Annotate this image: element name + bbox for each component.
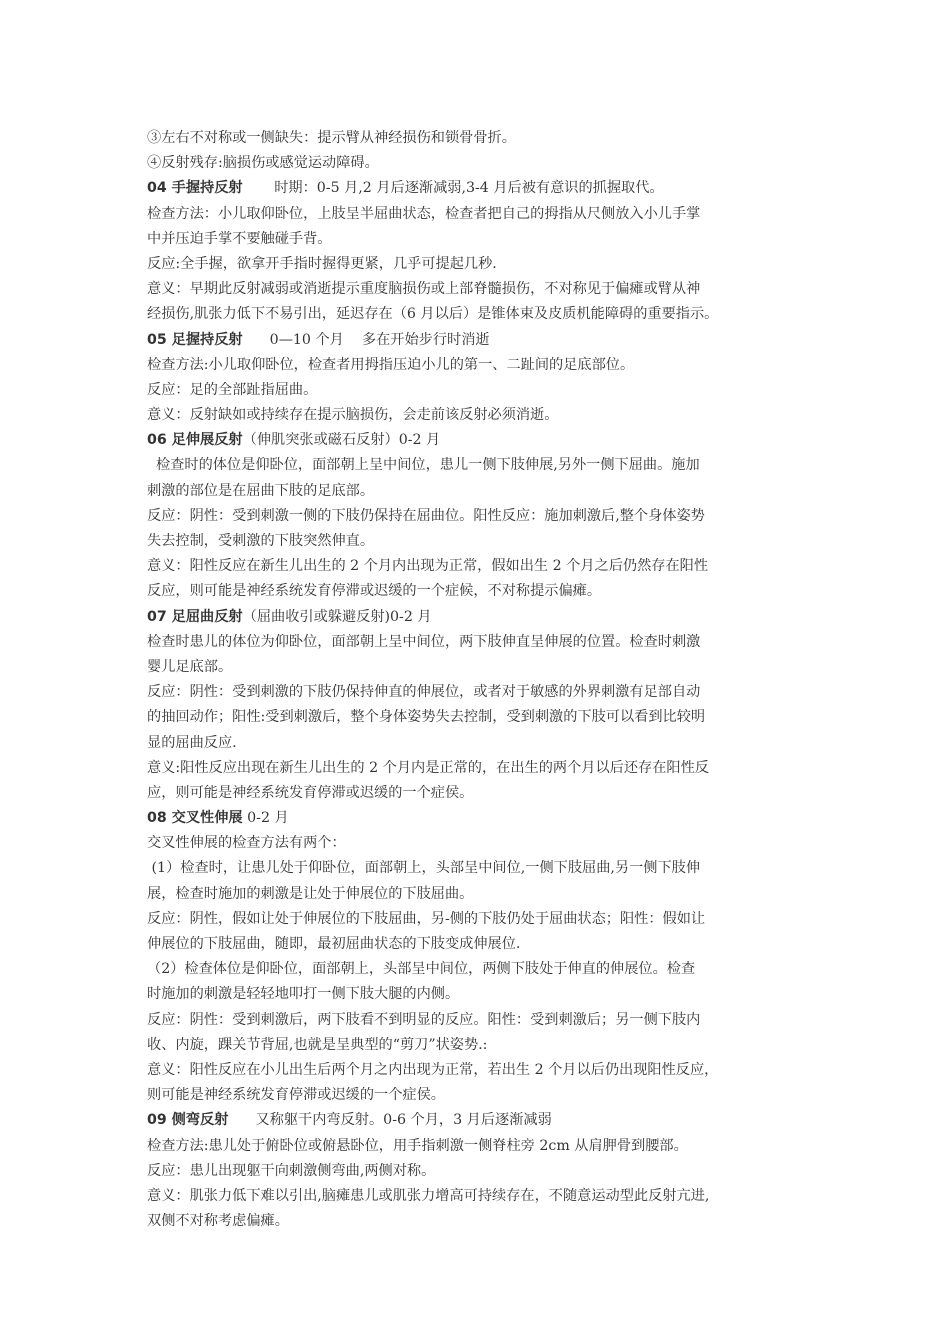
text-line: 刺激的部位是在屈曲下肢的足底部。 [147, 482, 375, 499]
text-line: 失去控制，受刺激的下肢突然伸直。 [147, 533, 375, 549]
text-line: （2）检查体位是仰卧位，面部朝上，头部呈中间位，两侧下肢处于伸直的伸展位。检查 [147, 961, 696, 978]
section-heading-line [147, 328, 819, 353]
text-line: 检查方法：小儿取仰卧位，上肢呈半屈曲状态，检查者把自己的拇指从尺侧放入小儿手掌 [147, 205, 701, 222]
text-line: 检查时的体位是仰卧位，面部朝上呈中间位，患儿一侧下肢伸展,另外一侧下屈曲。施加 [147, 457, 700, 474]
text-line: ④反射残存:脑损伤或感觉运动障碍。 [147, 155, 379, 172]
document-body [147, 126, 819, 1234]
text-line: 交叉性伸展的检查方法有两个： [147, 835, 346, 852]
text-line: 反应：足的全部趾指屈曲。 [147, 381, 318, 398]
section-heading-line [147, 806, 819, 831]
text-line: ③左右不对称或一侧缺失：提示臂从神经损伤和锁骨骨折。 [147, 130, 516, 146]
section-heading: 07 足屈曲反射 [147, 608, 243, 625]
text-line: (1）检查时，让患儿处于仰卧位，面部朝上，头部呈中间位,一侧下肢屈曲,另一侧下肢伸 [147, 860, 701, 877]
text-line: 应，则可能是神经系统发育停滞或迟缓的一个症侯。 [147, 784, 474, 801]
section-heading-line [147, 1108, 819, 1133]
text-line: 显的屈曲反应. [147, 734, 237, 751]
section-heading: 06 足伸展反射 [147, 432, 243, 449]
text-line: 意义：阳性反应在小儿出生后两个月之内出现为正常，若出生 2 个月以后仍出现阳性反应， [147, 1061, 719, 1078]
text-line: 展，检查时施加的刺激是让处于伸展位的下肢屈曲。 [147, 885, 474, 902]
section-heading-detail: 0—10 个月 多在开始步行时消逝 [242, 331, 490, 348]
text-line: 反应:全手握，欲拿开手指时握得更紧，几乎可提起几秒. [147, 255, 497, 272]
text-line: 意义：阳性反应在新生儿出生的 2 个月内出现为正常，假如出生 2 个月之后仍然存在阳性 [147, 558, 709, 575]
section-heading-detail: （伸肌突张或磁石反射）0-2 月 [242, 432, 441, 449]
section-heading-line [147, 428, 819, 453]
text-line: 检查时患儿的体位为仰卧位，面部朝上呈中间位，两下肢伸直呈伸展的位置。检查时刺激 [147, 633, 701, 650]
text-line: 意义：反射缺如或持续存在提示脑损伤，会走前该反射必须消逝。 [147, 407, 559, 424]
text-line: 意义：肌张力低下难以引出,脑瘫患儿或肌张力增高可持续存在，不随意运动型此反射亢进, [147, 1187, 710, 1204]
section-heading-detail: 时期：0-5 月,2 月后逐渐减弱,3-4 月后被有意识的抓握取代。 [242, 180, 664, 197]
text-line: 反应：阴性：受到刺激一侧的下肢仍保持在屈曲位。阳性反应：施加刺激后,整个身体姿势 [147, 507, 705, 524]
section-heading: 05 足握持反射 [147, 331, 243, 348]
text-line: 经损伤,肌张力低下不易引出，延迟存在（6 月以后）是锥体束及皮质机能障碍的重要指示。 [147, 306, 719, 323]
section-heading-detail: 又称躯干内弯反射。0-6 个月，3 月后逐渐减弱 [228, 1112, 552, 1129]
section-heading: 09 侧弯反射 [147, 1112, 229, 1129]
section-heading: 08 交叉性伸展 [147, 810, 243, 827]
text-line: 的抽回动作；阳性:受到刺激后，整个身体姿势失去控制，受到刺激的下肢可以看到比较明 [147, 709, 706, 726]
text-line: 检查方法:患儿处于俯卧位或俯悬卧位，用手指刺激一侧脊柱旁 2cm 从肩胛骨到腰部。 [147, 1137, 688, 1154]
text-line: 反应：阴性：受到刺激后，两下肢看不到明显的反应。阳性：受到刺激后；另一侧下肢内 [147, 1011, 701, 1028]
text-line: 收、内旋，踝关节背屈,也就是呈典型的“剪刀”状姿势.: [147, 1036, 488, 1053]
section-heading-detail: （屈曲收引或躲避反射)0-2 月 [242, 608, 432, 625]
text-line: 时施加的刺激是轻轻地叩打一侧下肢大腿的内侧。 [147, 986, 460, 1003]
text-line: 婴儿足底部。 [147, 658, 233, 675]
text-line: 则可能是神经系统发育停滞或迟缓的一个症侯。 [147, 1087, 445, 1104]
text-line: 意义：早期此反射减弱或消逝提示重度脑损伤或上部脊髓损伤，不对称见于偏瘫或臂从神 [147, 281, 701, 298]
section-heading-line [147, 176, 819, 201]
section-heading-detail: 0-2 月 [242, 810, 289, 827]
text-line: 伸展位的下肢屈曲，随即，最初屈曲状态的下肢变成伸展位. [147, 936, 521, 952]
text-line: 反应：阴性：受到刺激的下肢仍保持伸直的伸展位，或者对于敏感的外界刺激有足部自动 [147, 684, 701, 701]
text-line: 检查方法:小儿取仰卧位，检查者用拇指压迫小儿的第一、二趾间的足底部位。 [147, 356, 635, 373]
text-line: 反应，则可能是神经系统发育停滞或迟缓的一个症候，不对称提示偏瘫。 [147, 583, 602, 600]
section-heading: 04 手握持反射 [147, 180, 243, 197]
text-line: 中并压迫手掌不要触碰手背。 [147, 230, 332, 247]
text-line: 反应：患儿出现躯干向刺激侧弯曲,两侧对称。 [147, 1162, 436, 1179]
text-line: 意义:阳性反应出现在新生儿出生的 2 个月内是正常的，在出生的两个月以后还存在阳性反 [147, 759, 709, 776]
text-line: 双侧不对称考虑偏瘫。 [147, 1213, 289, 1230]
section-heading-line [147, 605, 819, 630]
text-line: 反应：阴性，假如让处于伸展位的下肢屈曲，另-侧的下肢仍处于屈曲状态；阳性：假如让 [147, 910, 706, 927]
